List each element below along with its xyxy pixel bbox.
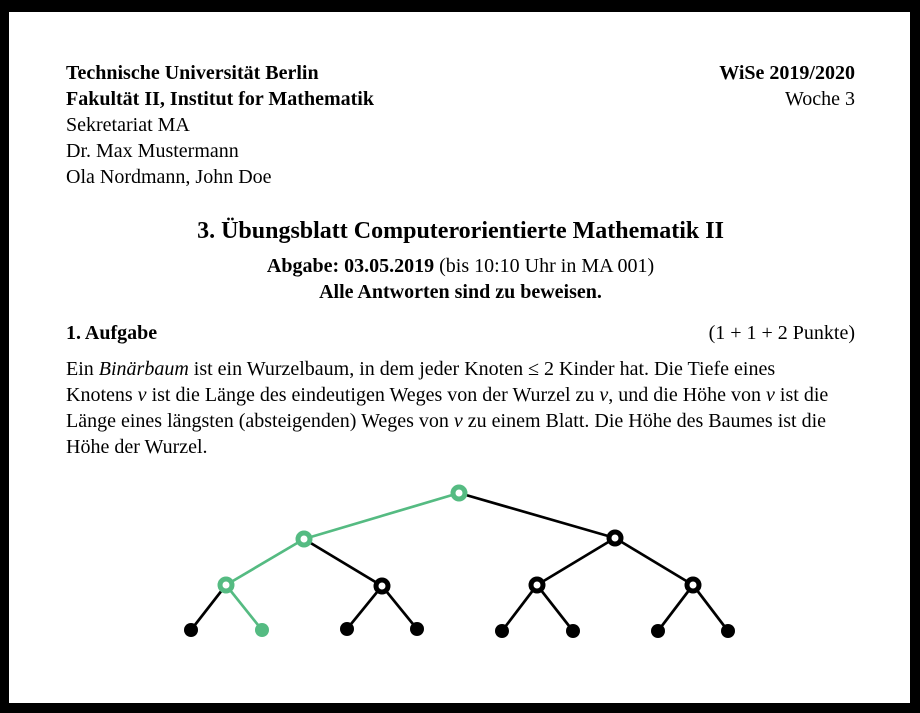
faculty-name: Fakultät II, Institut for Mathematik bbox=[66, 88, 374, 110]
week-line: Woche 3 bbox=[784, 88, 855, 110]
intro-paragraph bbox=[66, 356, 855, 460]
assistants-line: Ola Nordmann, John Doe bbox=[66, 166, 272, 188]
paragraph-line bbox=[66, 356, 855, 382]
italic-term: v bbox=[599, 384, 609, 406]
deadline-line bbox=[66, 253, 855, 279]
text-segment: Ein bbox=[66, 358, 99, 380]
text-segment: Länge eines längsten (absteigenden) Weges von bbox=[66, 410, 454, 432]
header-right-block bbox=[719, 60, 855, 190]
sheet-title: 3. Übungsblatt Computerorientierte Mathematik II bbox=[197, 218, 724, 244]
task-heading-row bbox=[66, 320, 855, 346]
text-segment: Höhe der Wurzel. bbox=[66, 436, 208, 458]
task-points: (1 + 1 + 2 Punkte) bbox=[708, 322, 855, 344]
italic-term: Binärbaum bbox=[98, 358, 189, 380]
title-block bbox=[66, 216, 855, 305]
text-segment: Knotens bbox=[66, 384, 138, 406]
secretariat-line: Sekretariat MA bbox=[66, 114, 190, 136]
text-segment: ist ein Wurzelbaum, in dem jeder Knoten ≤ 2 Kinder hat. Die Tiefe eines bbox=[188, 358, 776, 380]
paragraph-line bbox=[66, 382, 855, 408]
paragraph-line bbox=[66, 408, 855, 434]
page-content bbox=[9, 12, 910, 460]
semester-line: WiSe 2019/2020 bbox=[719, 62, 855, 84]
task-label: 1. Aufgabe bbox=[66, 322, 158, 344]
text-segment: , und die Höhe von bbox=[608, 384, 767, 406]
deadline-date: Abgabe: 03.05.2019 bbox=[266, 255, 435, 277]
header-left-block bbox=[66, 60, 374, 190]
proof-note: Alle Antworten sind zu beweisen. bbox=[319, 281, 602, 303]
deadline-details: (bis 10:10 Uhr in MA 001) bbox=[434, 255, 655, 277]
document-header bbox=[66, 60, 855, 190]
italic-term: v bbox=[453, 410, 463, 432]
text-segment: zu einem Blatt. Die Höhe des Baumes ist die bbox=[462, 410, 827, 432]
document-page bbox=[9, 12, 910, 703]
lecturer-line: Dr. Max Mustermann bbox=[66, 140, 239, 162]
italic-term: v bbox=[766, 384, 775, 406]
paragraph-line bbox=[66, 434, 855, 460]
italic-term: v bbox=[137, 384, 147, 406]
institution-name: Technische Universität Berlin bbox=[66, 62, 319, 84]
text-segment: ist die bbox=[774, 384, 829, 406]
text-segment: ist die Länge des eindeutigen Weges von der Wurzel zu bbox=[146, 384, 600, 406]
